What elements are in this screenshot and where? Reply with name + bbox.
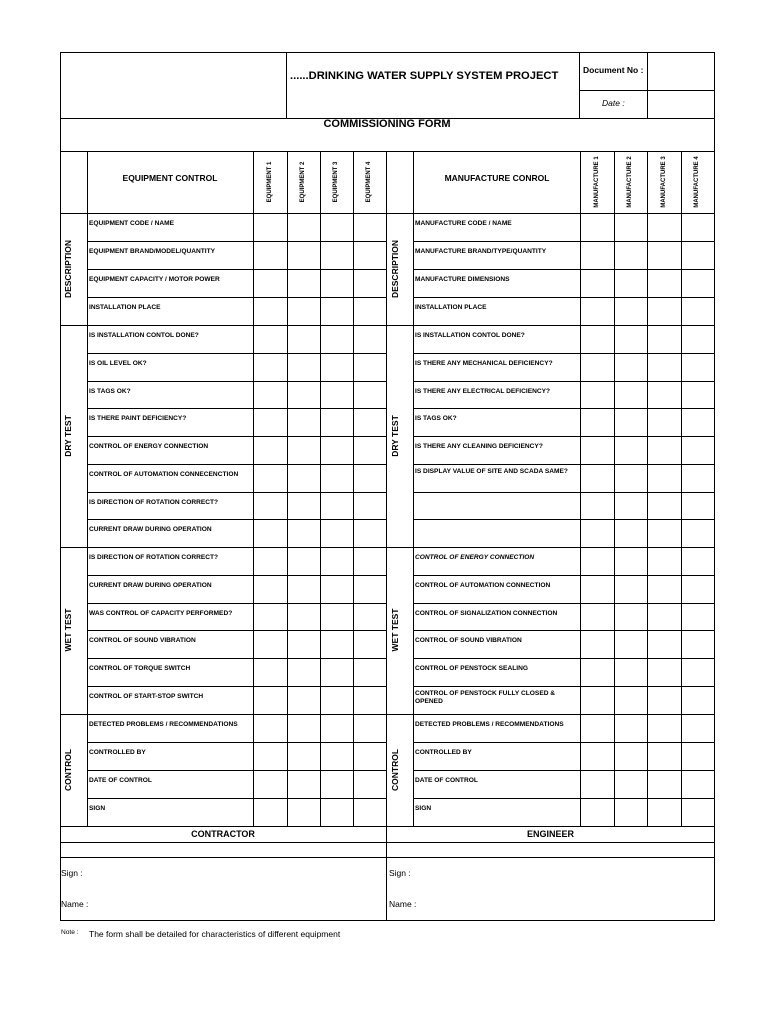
left-value-cell[interactable]	[354, 270, 386, 297]
right-value-cell[interactable]	[648, 437, 681, 464]
right-value-cell[interactable]	[581, 659, 614, 686]
right-value-cell[interactable]	[615, 520, 647, 547]
left-value-cell[interactable]	[254, 520, 287, 547]
right-value-cell[interactable]	[682, 493, 714, 520]
left-value-cell[interactable]	[288, 270, 320, 297]
right-value-cell[interactable]	[615, 465, 647, 492]
left-value-cell[interactable]	[254, 409, 287, 436]
left-value-cell[interactable]	[288, 520, 320, 547]
right-value-cell[interactable]	[648, 382, 681, 409]
left-value-cell[interactable]	[254, 382, 287, 409]
left-value-cell[interactable]	[288, 631, 320, 658]
left-section-description: DESCRIPTION	[63, 239, 73, 299]
right-row-label: CONTROL OF PENSTOCK FULLY CLOSED & OPENED	[415, 690, 556, 706]
right-value-cell[interactable]	[648, 298, 681, 325]
left-value-cell[interactable]	[288, 743, 320, 770]
left-value-cell[interactable]	[354, 242, 386, 269]
right-value-cell[interactable]	[581, 382, 614, 409]
left-value-cell[interactable]	[321, 659, 353, 686]
left-value-cell[interactable]	[321, 326, 353, 353]
left-value-cell[interactable]	[321, 548, 353, 575]
left-value-cell[interactable]	[354, 799, 386, 826]
right-value-cell[interactable]	[682, 214, 714, 241]
grid-line	[386, 826, 387, 921]
right-value-cell[interactable]	[682, 771, 714, 798]
left-value-cell[interactable]	[354, 437, 386, 464]
right-value-cell[interactable]	[581, 715, 614, 742]
left-value-cell[interactable]	[354, 631, 386, 658]
left-row-label: CONTROL OF TORQUE SWITCH	[89, 665, 191, 673]
left-value-cell[interactable]	[288, 409, 320, 436]
right-value-cell[interactable]	[648, 743, 681, 770]
left-row-label: CURRENT DRAW DURING OPERATION	[89, 581, 212, 589]
grid-line	[87, 151, 88, 826]
left-value-cell[interactable]	[288, 548, 320, 575]
left-row-label: IS DIRECTION OF ROTATION CORRECT?	[89, 554, 219, 561]
right-value-cell[interactable]	[682, 715, 714, 742]
right-value-cell[interactable]	[581, 576, 614, 603]
right-value-cell[interactable]	[581, 631, 614, 658]
left-row-label: CONTROL OF START-STOP SWITCH	[89, 693, 204, 701]
left-row-label: EQUIPMENT CODE / NAME	[89, 220, 174, 227]
left-row-label: IS TAGS OK?	[89, 387, 131, 395]
right-row-label: MANUFACTURE CODE / NAME	[415, 220, 512, 227]
right-value-cell[interactable]	[648, 242, 681, 269]
left-value-cell[interactable]	[354, 520, 386, 547]
right-value-cell[interactable]	[648, 409, 681, 436]
grid-line	[60, 842, 714, 843]
left-value-cell[interactable]	[254, 298, 287, 325]
right-value-cell[interactable]	[581, 465, 614, 492]
left-value-cell[interactable]	[321, 604, 353, 631]
right-value-cell[interactable]	[615, 687, 647, 714]
right-value-cell[interactable]	[615, 659, 647, 686]
left-value-cell[interactable]	[354, 326, 386, 353]
right-value-cell[interactable]	[581, 799, 614, 826]
document-no-label: Document No :	[583, 65, 644, 75]
grid-line	[87, 826, 386, 827]
manufacture-column-header: MANUFACTURE 1	[594, 156, 600, 208]
right-row-label: CONTROL OF AUTOMATION CONNECTION	[415, 581, 551, 589]
left-value-cell[interactable]	[288, 799, 320, 826]
right-value-cell[interactable]	[682, 631, 714, 658]
right-value-cell[interactable]	[682, 576, 714, 603]
left-value-cell[interactable]	[254, 548, 287, 575]
right-value-cell[interactable]	[682, 382, 714, 409]
right-value-cell[interactable]	[648, 604, 681, 631]
right-row-label: MANUFACTURE BRAND/TYPE/QUANTITY	[415, 248, 547, 255]
manufacture-column-header: MANUFACTURE 3	[661, 156, 667, 208]
left-value-cell[interactable]	[321, 270, 353, 297]
right-value-cell[interactable]	[682, 799, 714, 826]
grid-line	[579, 52, 580, 118]
grid-line	[60, 151, 714, 152]
left-value-cell[interactable]	[321, 354, 353, 381]
left-row-label: EQUIPMENT BRAND/MODEL/QUANTITY	[89, 248, 216, 255]
right-value-cell[interactable]	[648, 659, 681, 686]
left-value-cell[interactable]	[254, 771, 287, 798]
grid-line	[60, 52, 61, 921]
left-value-cell[interactable]	[254, 659, 287, 686]
left-value-cell[interactable]	[321, 715, 353, 742]
right-value-cell[interactable]	[581, 409, 614, 436]
right-value-cell[interactable]	[581, 493, 614, 520]
right-value-cell[interactable]	[682, 548, 714, 575]
right-value-cell[interactable]	[615, 242, 647, 269]
left-row-label: CONTROL OF AUTOMATION CONNECENCTION	[89, 470, 239, 478]
right-value-cell[interactable]	[615, 354, 647, 381]
left-value-cell[interactable]	[321, 242, 353, 269]
right-row-label: DETECTED PROBLEMS / RECOMMENDATIONS	[415, 720, 564, 728]
left-value-cell[interactable]	[321, 437, 353, 464]
right-row-label: IS TAGS OK?	[415, 415, 457, 423]
left-value-cell[interactable]	[254, 465, 287, 492]
left-value-cell[interactable]	[354, 409, 386, 436]
left-value-cell[interactable]	[354, 604, 386, 631]
left-value-cell[interactable]	[254, 242, 287, 269]
left-value-cell[interactable]	[354, 687, 386, 714]
right-row-label: IS DISPLAY VALUE OF SITE AND SCADA SAME?	[415, 467, 568, 475]
left-value-cell[interactable]	[288, 576, 320, 603]
right-value-cell[interactable]	[648, 687, 681, 714]
right-row-label: IS INSTALLATION CONTOL DONE?	[415, 332, 525, 339]
left-value-cell[interactable]	[288, 437, 320, 464]
left-value-cell[interactable]	[321, 493, 353, 520]
right-row-label: IS THERE ANY CLEANING DEFICIENCY?	[415, 443, 543, 450]
note-text: The form shall be detailed for characteristics of different equipment	[89, 929, 341, 939]
right-value-cell[interactable]	[615, 799, 647, 826]
grid-line	[413, 826, 714, 827]
left-value-cell[interactable]	[354, 548, 386, 575]
right-row-label: MANUFACTURE DIMENSIONS	[415, 276, 510, 283]
left-row-label: DETECTED PROBLEMS / RECOMMENDATIONS	[89, 720, 238, 728]
right-row-label: CONTROL OF ENERGY CONNECTION	[415, 554, 535, 561]
right-section-description: DESCRIPTION	[390, 239, 400, 299]
left-value-cell[interactable]	[288, 298, 320, 325]
contractor-heading: CONTRACTOR	[191, 829, 255, 839]
right-section-wet-test: WET TEST	[390, 608, 400, 652]
right-value-cell[interactable]	[615, 771, 647, 798]
left-value-cell[interactable]	[321, 771, 353, 798]
note-label: Note :	[61, 929, 79, 936]
right-section-dry-test: DRY TEST	[390, 415, 400, 457]
left-section-control: CONTROL	[63, 748, 73, 791]
left-value-cell[interactable]	[354, 382, 386, 409]
manufacture-column-header: MANUFACTURE 2	[627, 156, 633, 208]
left-value-cell[interactable]	[288, 659, 320, 686]
left-value-cell[interactable]	[321, 799, 353, 826]
left-row-label: IS INSTALLATION CONTOL DONE?	[89, 332, 199, 339]
right-value-cell[interactable]	[682, 465, 714, 492]
grid-line	[286, 52, 287, 118]
left-row-label: IS OIL LEVEL OK?	[89, 359, 147, 367]
right-value-cell[interactable]	[682, 659, 714, 686]
right-row-label: CONTROL OF PENSTOCK SEALING	[415, 665, 528, 673]
left-value-cell[interactable]	[288, 354, 320, 381]
right-value-cell[interactable]	[615, 382, 647, 409]
right-value-cell[interactable]	[648, 715, 681, 742]
right-value-cell[interactable]	[648, 520, 681, 547]
manufacture-column-header: MANUFACTURE 4	[694, 156, 700, 208]
left-value-cell[interactable]	[288, 382, 320, 409]
left-value-cell[interactable]	[288, 687, 320, 714]
right-value-cell[interactable]	[615, 493, 647, 520]
right-value-cell[interactable]	[581, 214, 614, 241]
date-value-cell[interactable]	[648, 91, 714, 117]
grid-line	[60, 920, 715, 921]
contractor-name-label: Name :	[61, 899, 89, 909]
right-value-cell[interactable]	[648, 270, 681, 297]
right-value-cell[interactable]	[648, 631, 681, 658]
left-row-label: EQUIPMENT CAPACITY / MOTOR POWER	[89, 276, 220, 283]
left-value-cell[interactable]	[254, 270, 287, 297]
left-value-cell[interactable]	[254, 326, 287, 353]
engineer-sign-field[interactable]	[420, 859, 713, 887]
right-value-cell[interactable]	[615, 631, 647, 658]
right-value-cell[interactable]	[581, 687, 614, 714]
left-value-cell[interactable]	[254, 631, 287, 658]
right-value-cell[interactable]	[648, 493, 681, 520]
engineer-name-field[interactable]	[420, 890, 713, 919]
left-value-cell[interactable]	[321, 298, 353, 325]
left-value-cell[interactable]	[254, 437, 287, 464]
date-label: Date :	[602, 98, 625, 108]
contractor-name-field[interactable]	[95, 890, 385, 919]
left-value-cell[interactable]	[254, 743, 287, 770]
right-row-label: IS THERE ANY ELECTRICAL DEFICIENCY?	[415, 387, 551, 395]
right-row-label: DATE OF CONTROL	[415, 776, 478, 784]
left-row-label: CONTROL OF SOUND VIBRATION	[89, 637, 196, 645]
left-row-label: CURRENT DRAW DURING OPERATION	[89, 526, 212, 534]
right-value-cell[interactable]	[615, 326, 647, 353]
left-value-cell[interactable]	[288, 242, 320, 269]
manufacture-control-heading: MANUFACTURE CONROL	[444, 173, 550, 183]
left-row-label: SIGN	[89, 804, 106, 812]
right-value-cell[interactable]	[682, 743, 714, 770]
right-value-cell[interactable]	[615, 548, 647, 575]
left-value-cell[interactable]	[354, 354, 386, 381]
right-value-cell[interactable]	[581, 242, 614, 269]
left-value-cell[interactable]	[354, 659, 386, 686]
right-value-cell[interactable]	[581, 354, 614, 381]
left-row-label: IS DIRECTION OF ROTATION CORRECT?	[89, 498, 219, 506]
left-value-cell[interactable]	[288, 465, 320, 492]
left-value-cell[interactable]	[254, 493, 287, 520]
equipment-control-heading: EQUIPMENT CONTROL	[122, 173, 218, 183]
right-value-cell[interactable]	[581, 437, 614, 464]
right-row-label: CONTROL OF SOUND VIBRATION	[415, 637, 522, 645]
right-value-cell[interactable]	[648, 576, 681, 603]
grid-line	[413, 151, 414, 826]
right-value-cell[interactable]	[615, 743, 647, 770]
left-value-cell[interactable]	[321, 214, 353, 241]
right-row-label: CONTROLLED BY	[415, 748, 472, 756]
right-value-cell[interactable]	[648, 465, 681, 492]
right-value-cell[interactable]	[682, 326, 714, 353]
left-row-label: INSTALLATION PLACE	[89, 304, 161, 311]
right-value-cell[interactable]	[682, 298, 714, 325]
left-value-cell[interactable]	[321, 382, 353, 409]
right-value-cell[interactable]	[615, 576, 647, 603]
right-value-cell[interactable]	[581, 771, 614, 798]
equipment-column-header: EQUIPMENT 1	[267, 161, 273, 203]
left-value-cell[interactable]	[354, 715, 386, 742]
grid-line	[60, 857, 714, 858]
left-value-cell[interactable]	[254, 715, 287, 742]
left-value-cell[interactable]	[354, 214, 386, 241]
right-value-cell[interactable]	[682, 270, 714, 297]
right-value-cell[interactable]	[615, 298, 647, 325]
left-value-cell[interactable]	[254, 576, 287, 603]
engineer-sign-label: Sign :	[389, 868, 411, 878]
grid-line	[60, 52, 715, 53]
contractor-sign-field[interactable]	[95, 859, 385, 887]
grid-line	[714, 151, 715, 826]
left-value-cell[interactable]	[321, 743, 353, 770]
right-row-label: IS THERE ANY MECHANICAL DEFICIENCY?	[415, 359, 553, 367]
left-row-label: CONTROL OF ENERGY CONNECTION	[89, 443, 209, 450]
right-value-cell[interactable]	[648, 326, 681, 353]
left-value-cell[interactable]	[321, 576, 353, 603]
engineer-name-label: Name :	[389, 899, 417, 909]
equipment-column-header: EQUIPMENT 2	[300, 161, 306, 203]
right-value-cell[interactable]	[581, 326, 614, 353]
left-value-cell[interactable]	[288, 326, 320, 353]
left-section-dry-test: DRY TEST	[63, 415, 73, 457]
left-value-cell[interactable]	[254, 354, 287, 381]
right-value-cell[interactable]	[682, 242, 714, 269]
left-row-label: IS THERE PAINT DEFICIENCY?	[89, 415, 187, 423]
right-value-cell[interactable]	[682, 604, 714, 631]
right-value-cell[interactable]	[615, 604, 647, 631]
right-section-control: CONTROL	[390, 748, 400, 791]
left-value-cell[interactable]	[288, 771, 320, 798]
right-value-cell[interactable]	[682, 437, 714, 464]
left-value-cell[interactable]	[354, 771, 386, 798]
left-row-label: DATE OF CONTROL	[89, 776, 152, 784]
right-value-cell[interactable]	[581, 298, 614, 325]
left-value-cell[interactable]	[354, 298, 386, 325]
left-value-cell[interactable]	[354, 465, 386, 492]
left-value-cell[interactable]	[354, 493, 386, 520]
left-value-cell[interactable]	[354, 743, 386, 770]
right-value-cell[interactable]	[615, 270, 647, 297]
left-value-cell[interactable]	[321, 520, 353, 547]
left-value-cell[interactable]	[288, 493, 320, 520]
right-value-cell[interactable]	[615, 715, 647, 742]
right-value-cell[interactable]	[581, 270, 614, 297]
equipment-column-header: EQUIPMENT 4	[366, 161, 372, 203]
left-row-label: WAS CONTROL OF CAPACITY PERFORMED?	[89, 609, 233, 617]
right-value-cell[interactable]	[682, 520, 714, 547]
left-value-cell[interactable]	[321, 409, 353, 436]
right-value-cell[interactable]	[615, 214, 647, 241]
left-value-cell[interactable]	[288, 715, 320, 742]
right-value-cell[interactable]	[648, 799, 681, 826]
left-value-cell[interactable]	[254, 687, 287, 714]
right-value-cell[interactable]	[648, 548, 681, 575]
equipment-column-header: EQUIPMENT 3	[333, 161, 339, 203]
left-value-cell[interactable]	[254, 604, 287, 631]
right-value-cell[interactable]	[615, 437, 647, 464]
left-value-cell[interactable]	[254, 799, 287, 826]
form-title: COMMISSIONING FORM	[323, 118, 451, 130]
left-value-cell[interactable]	[321, 465, 353, 492]
right-row-label: SIGN	[415, 804, 432, 812]
left-value-cell[interactable]	[321, 631, 353, 658]
document-no-value-cell[interactable]	[648, 53, 714, 90]
right-value-cell[interactable]	[648, 354, 681, 381]
right-value-cell[interactable]	[648, 214, 681, 241]
engineer-heading: ENGINEER	[526, 829, 574, 839]
right-value-cell[interactable]	[682, 409, 714, 436]
right-value-cell[interactable]	[581, 743, 614, 770]
right-row-label: INSTALLATION PLACE	[415, 304, 487, 311]
grid-line	[386, 151, 387, 826]
right-value-cell[interactable]	[615, 409, 647, 436]
contractor-sign-label: Sign :	[61, 868, 83, 878]
left-section-wet-test: WET TEST	[63, 608, 73, 652]
left-value-cell[interactable]	[288, 214, 320, 241]
left-value-cell[interactable]	[288, 604, 320, 631]
right-row-label: CONTROL OF SIGNALIZATION CONNECTION	[415, 609, 558, 617]
right-value-cell[interactable]	[682, 687, 714, 714]
right-value-cell[interactable]	[581, 520, 614, 547]
left-value-cell[interactable]	[254, 214, 287, 241]
right-value-cell[interactable]	[648, 771, 681, 798]
left-value-cell[interactable]	[354, 576, 386, 603]
left-value-cell[interactable]	[321, 687, 353, 714]
right-value-cell[interactable]	[682, 354, 714, 381]
project-title: ......DRINKING WATER SUPPLY SYSTEM PROJECT	[290, 70, 559, 82]
right-value-cell[interactable]	[581, 604, 614, 631]
left-row-label: CONTROLLED BY	[89, 748, 146, 756]
right-value-cell[interactable]	[581, 548, 614, 575]
